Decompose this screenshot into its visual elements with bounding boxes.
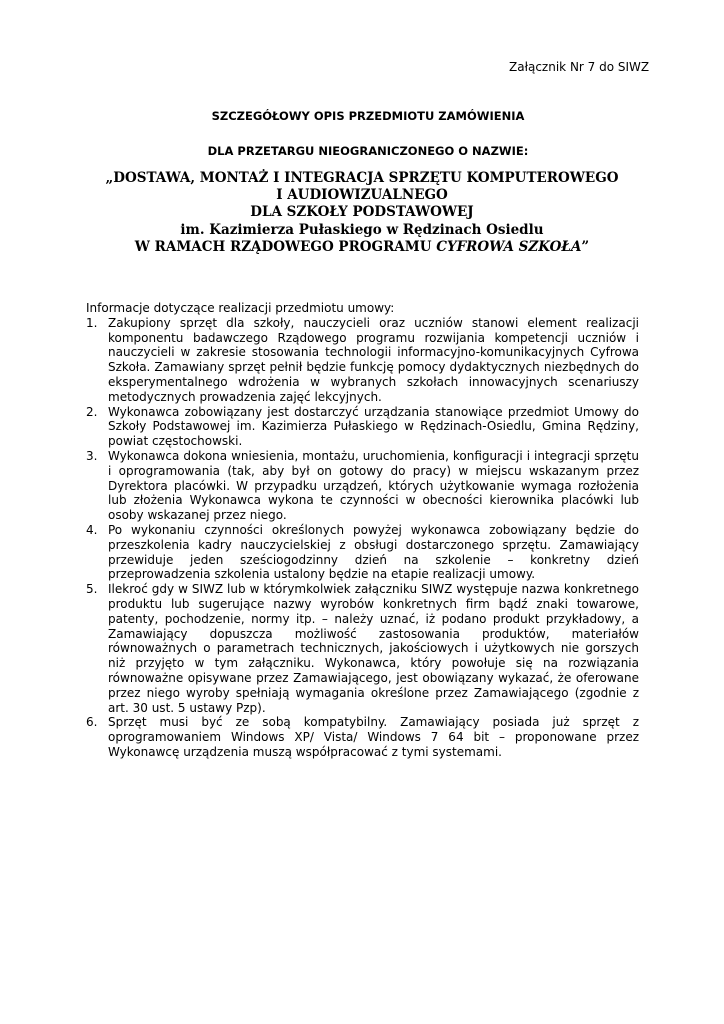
tender-title: [0, 170, 724, 256]
list-item-number: 2.: [86, 404, 98, 419]
heading-tender: DLA PRZETARGU NIEOGRANICZONEGO O NAZWIE:: [207, 144, 529, 158]
title-line-3: DLA SZKOŁY PODSTAWOWEJ: [250, 204, 474, 221]
list-item: [86, 523, 639, 582]
list-item-text: Ilekroć gdy w SIWZ lub w którymkolwiek załączniku SIWZ występuje nazwa konkretnego produktu lub sugerujące nazwy wyrobów konkretnych firm bądź znaki towarowe, patenty, pochodzenie, normy itp. – należy uznać, iż podano produkt przykładowy, a Zamawiający dopuszcza możliwość zastosowania produktów, materiałów równoważnych o parametrach technicznych, jakościowych i użytkowych nie gorszych niż przyjęto w tym załączniku. Wykonawca, który powołuje się na rozwiązania równoważne opisywane przez Zamawiającego, jest obowiązany wykazać, że oferowane przez niego wyroby spełniają wymagania określone przez Zamawiającego (zgodnie z art. 30 ust. 5 ustawy Pzp).: [108, 582, 639, 715]
title-line-5: [0, 239, 724, 256]
title-line-2: I AUDIOWIZUALNEGO: [276, 187, 448, 204]
list-item-text: Wykonawca dokona wniesienia, montażu, uruchomienia, konfiguracji i integracji sprzętu i oprogramowania (tak, aby był on gotowy do pracy) w miejscu wskazanym przez Dyrektora placówki. W przypadku urządzeń, których użytkowanie wymaga rozłożenia lub złożenia Wykonawca wykona te czynności w obecności kierownika placówki lub osoby wskazanej przez niego.: [108, 448, 639, 523]
title-line-1: „DOSTAWA, MONTAŻ I INTEGRACJA SPRZĘTU KOMPUTEROWEGO: [105, 170, 619, 186]
heading-specification: SZCZEGÓŁOWY OPIS PRZEDMIOTU ZAMÓWIENIA: [211, 109, 525, 123]
title-line-5-prefix: W RAMACH RZĄDOWEGO PROGRAMU: [134, 238, 437, 255]
list-item: [86, 316, 639, 405]
title-line-5-suffix: ”: [581, 238, 590, 255]
list-item: [86, 405, 639, 449]
list-item: [86, 582, 639, 715]
list-item-number: 3.: [86, 448, 98, 463]
requirements-list: [86, 316, 639, 760]
title-program-name: CYFROWA SZKOŁA: [436, 238, 582, 255]
intro-text: Informacje dotyczące realizacji przedmiotu umowy:: [86, 301, 395, 315]
list-item-number: 6.: [86, 715, 98, 730]
list-item-text: Wykonawca zobowiązany jest dostarczyć urządzania stanowiące przedmiot Umowy do Szkoły Podstawowej im. Kazimierza Pułaskiego w Rędzinach-Osiedlu, Gmina Rędziny, powiat częstochowski.: [108, 404, 639, 449]
list-item-number: 4.: [86, 522, 98, 537]
list-item-number: 1.: [86, 315, 98, 330]
document-body: [86, 301, 639, 760]
list-item-number: 5.: [86, 582, 98, 597]
list-item: [86, 449, 639, 523]
list-item: [86, 715, 639, 759]
annex-label: Załącznik Nr 7 do SIWZ: [509, 60, 650, 74]
list-item-text: Sprzęt musi być ze sobą kompatybilny. Zamawiający posiada już sprzęt z oprogramowaniem Windows XP/ Vista/ Windows 7 64 bit – proponowane przez Wykonawcę urządzenia muszą współpracować z tymi systemami.: [108, 715, 639, 759]
title-line-4: im. Kazimierza Pułaskiego w Rędzinach Osiedlu: [180, 221, 544, 238]
list-item-text: Zakupiony sprzęt dla szkoły, nauczycieli oraz uczniów stanowi element realizacji komponentu badawczego Rządowego programu rozwijania kompetencji uczniów i nauczycieli w zakresie stosowania technologii informacyjno-komunikacyjnych Cyfrowa Szkoła. Zamawiany sprzęt pełnił będzie funkcję pomocy dydaktycznych niezbędnych do eksperymentalnego wdrożenia w wybranych szkołach innowacyjnych scenariuszy metodycznych prowadzenia zajęć lekcyjnych.: [108, 315, 639, 404]
list-item-text: Po wykonaniu czynności określonych powyżej wykonawca zobowiązany będzie do przeszkolenia kadry nauczycielskiej z obsługi dostarczonego sprzętu. Zamawiający przewiduje jeden sześciogodzinny dzień na szkolenie – konkretny dzień przeprowadzenia szkolenia ustalony będzie na etapie realizacji umowy.: [108, 522, 639, 582]
